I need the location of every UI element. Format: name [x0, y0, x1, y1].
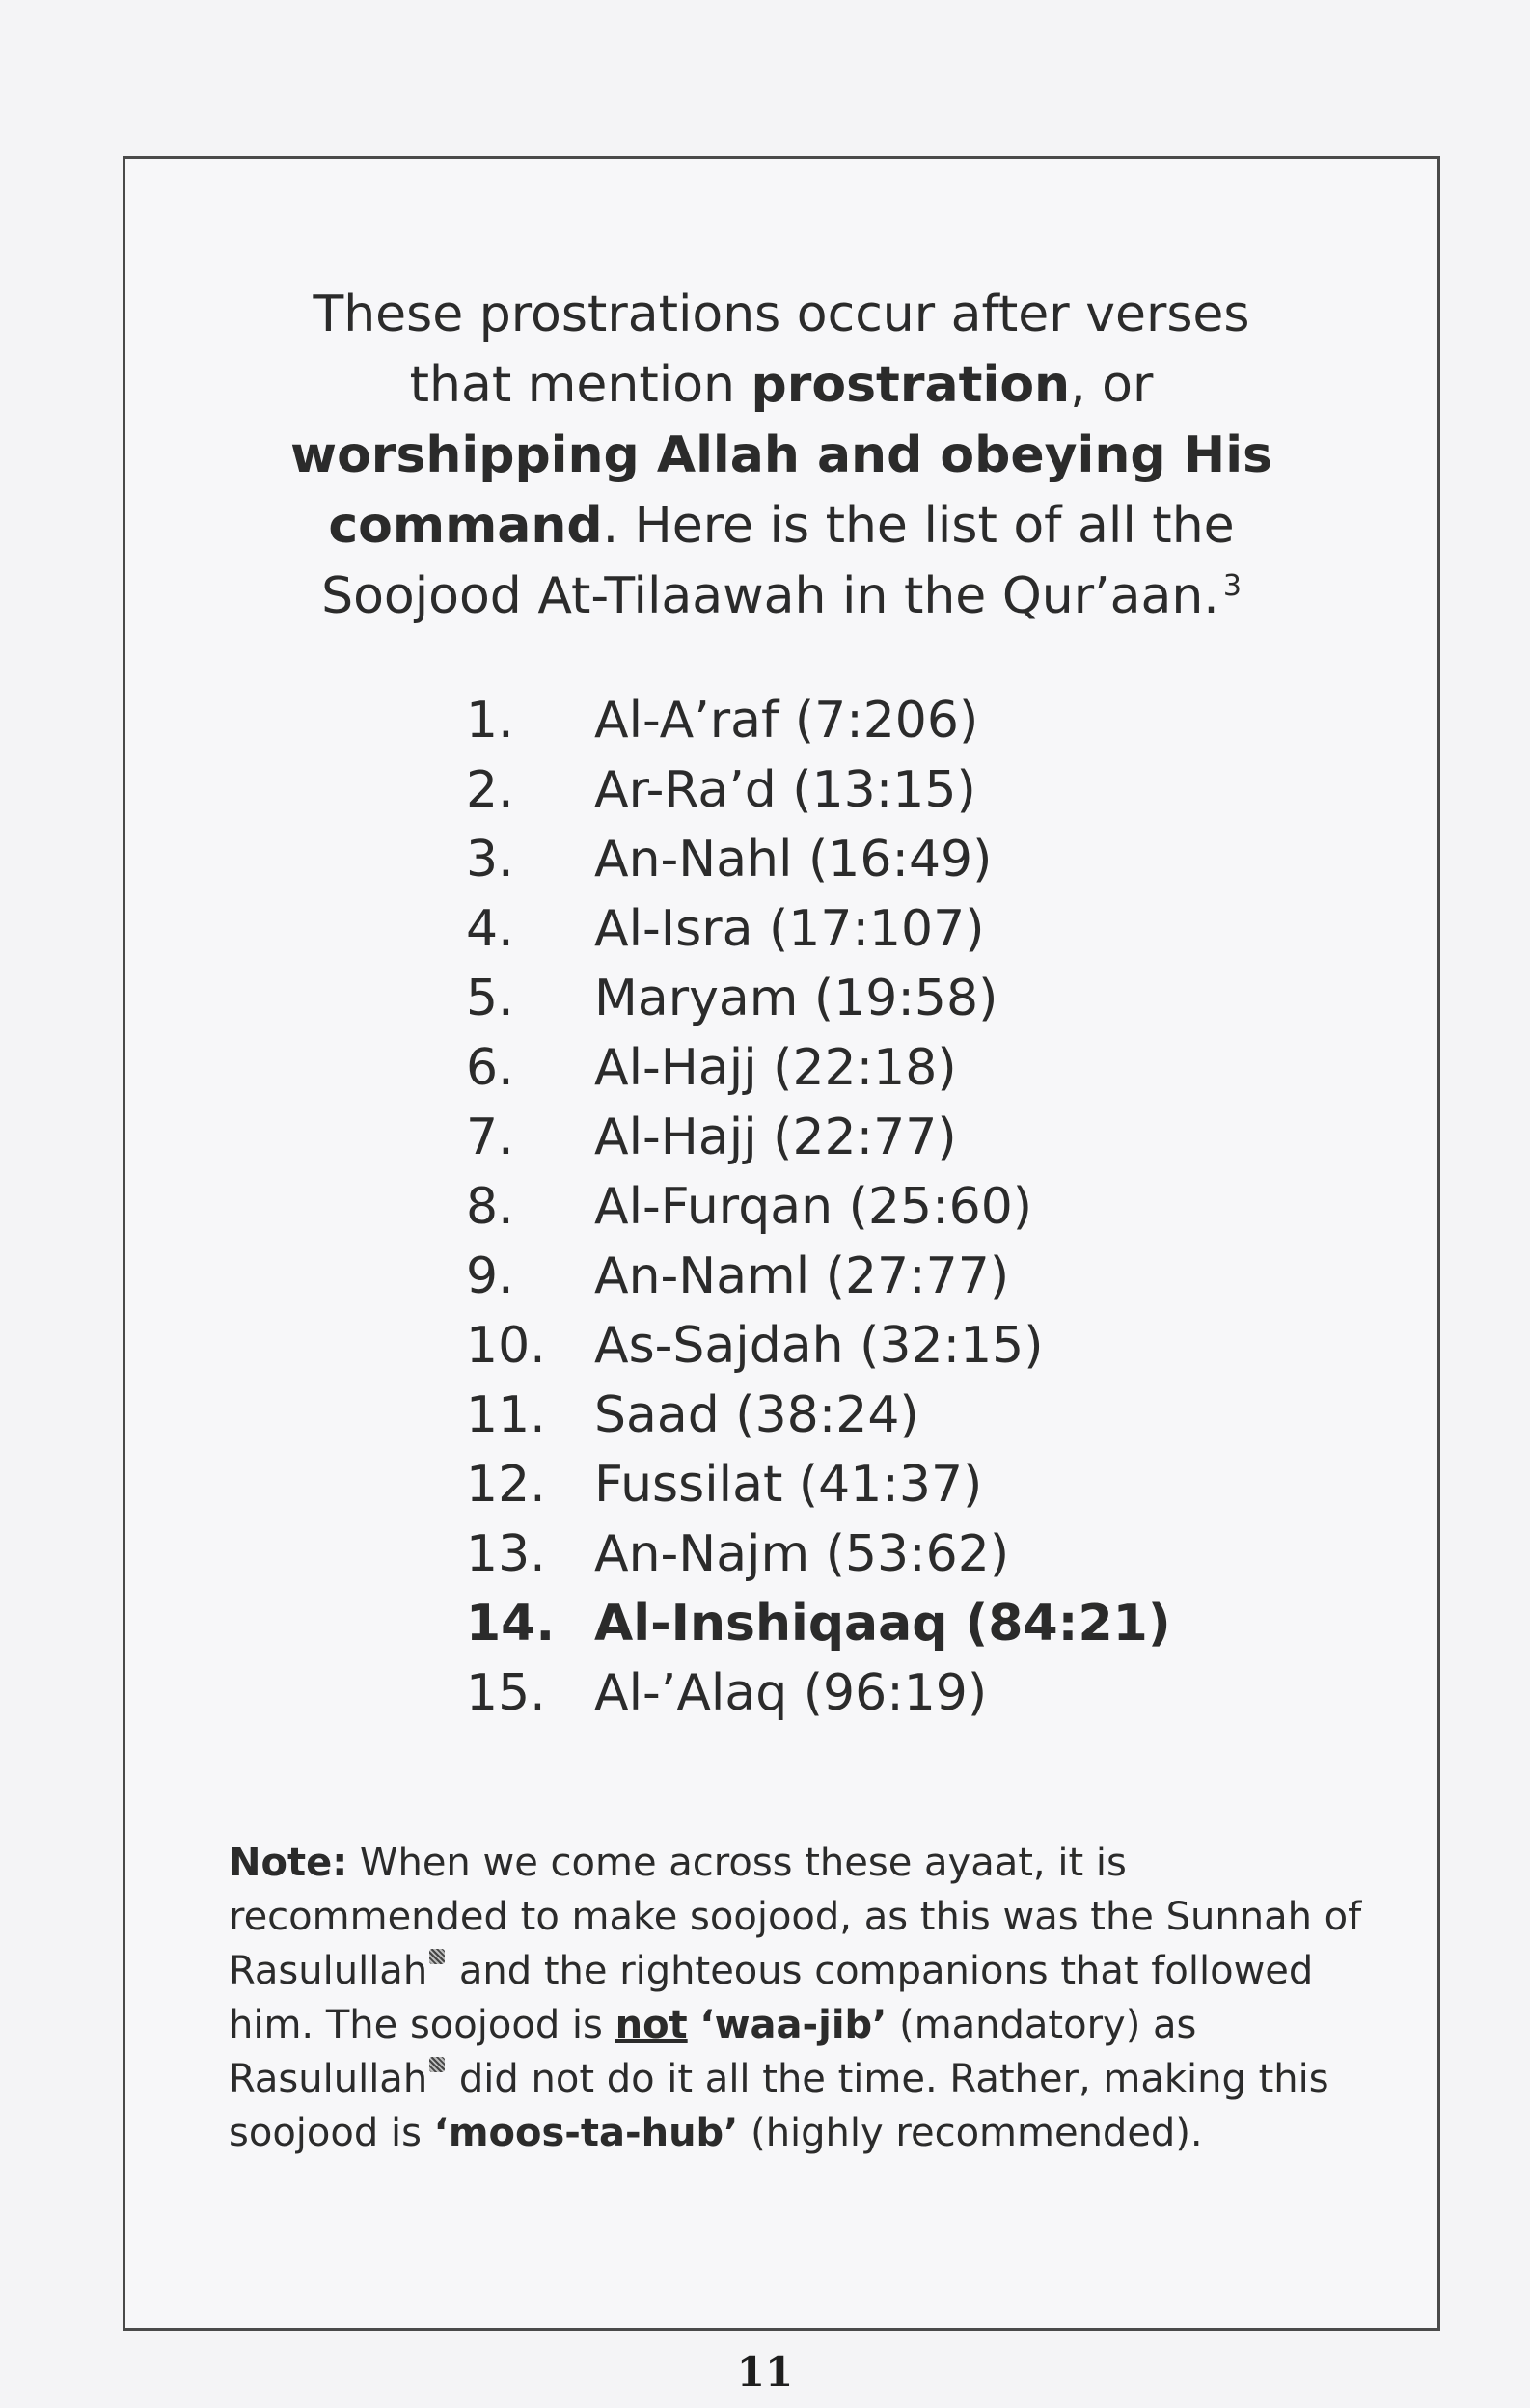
list-item-highlighted — [466, 1589, 1171, 1658]
list-item — [466, 755, 1171, 825]
content-box — [123, 156, 1440, 2331]
list-item-text: An-Naml (27:77) — [594, 1247, 1010, 1305]
list-item-number: 5. — [466, 970, 514, 1027]
intro-text-3: . Here is the list of all the Soojood At-Tilaawah in the Qur’aan. — [321, 497, 1235, 625]
note-emphasis-not: not — [615, 2003, 688, 2047]
list-item — [466, 1519, 1171, 1589]
intro-bold-worship: worshipping Allah and obeying His command — [290, 426, 1272, 555]
list-item-number: 10. — [466, 1317, 546, 1375]
list-item-text: Al-Isra (17:107) — [594, 900, 985, 958]
list-item-text: Saad (38:24) — [594, 1386, 919, 1444]
note-paragraph — [229, 1836, 1389, 2160]
list-item — [466, 825, 1171, 894]
list-item-number: 8. — [466, 1178, 514, 1236]
list-item-text: As-Sajdah (32:15) — [594, 1317, 1044, 1375]
note-space — [688, 2003, 700, 2047]
note-term-waajib: ‘waa-jib’ — [699, 2003, 888, 2047]
list-item-text: Al-Furqan (25:60) — [594, 1178, 1033, 1236]
list-item-text: Al-’Alaq (96:19) — [594, 1664, 988, 1722]
salawat-symbol-icon — [429, 2057, 445, 2072]
list-item-number: 7. — [466, 1108, 514, 1166]
footnote-marker: 3 — [1222, 569, 1242, 603]
list-item — [466, 1172, 1171, 1242]
list-item-number: 3. — [466, 831, 514, 889]
intro-text-1: These prostrations occur after verses that mention — [313, 286, 1250, 414]
list-item-text: Al-A’raf (7:206) — [594, 692, 979, 750]
intro-text-2: , or — [1070, 356, 1154, 414]
list-item — [466, 1242, 1171, 1311]
list-item-text: An-Nahl (16:49) — [594, 831, 993, 889]
list-item — [466, 686, 1171, 755]
intro-bold-prostration: prostration — [751, 356, 1071, 414]
list-item-number: 15. — [466, 1664, 546, 1722]
list-item — [466, 1658, 1171, 1728]
list-item-number: 14. — [466, 1595, 556, 1653]
list-item-number: 6. — [466, 1039, 514, 1097]
list-item-number: 13. — [466, 1525, 546, 1583]
list-item-number: 11. — [466, 1386, 546, 1444]
intro-paragraph — [125, 280, 1437, 632]
list-item — [466, 1103, 1171, 1172]
list-item-text: An-Najm (53:62) — [594, 1525, 1010, 1583]
list-item-number: 1. — [466, 692, 514, 750]
list-item-number: 4. — [466, 900, 514, 958]
note-text-2: and the righteous companions that followed him. The soojood is — [229, 1949, 1314, 2047]
list-item-text: Al-Hajj (22:77) — [594, 1108, 957, 1166]
list-item-number: 12. — [466, 1456, 546, 1514]
list-item-text: Fussilat (41:37) — [594, 1456, 983, 1514]
list-item-text: Ar-Ra’d (13:15) — [594, 761, 976, 819]
list-item — [466, 1311, 1171, 1381]
sajdah-verse-list — [466, 686, 1171, 1728]
list-item-text: Al-Inshiqaaq (84:21) — [594, 1595, 1171, 1653]
list-item — [466, 1033, 1171, 1103]
list-item-number: 9. — [466, 1247, 514, 1305]
list-item-text: Maryam (19:58) — [594, 970, 998, 1027]
note-label: Note: — [229, 1841, 348, 1885]
list-item — [466, 1450, 1171, 1519]
salawat-symbol-icon — [429, 1949, 445, 1964]
note-term-moostahub: ‘moos-ta-hub’ — [433, 2111, 739, 2155]
note-text-1: When we come across these ayaat, it is recommended to make soojood, as this was the Sunnah of Rasulullah — [229, 1841, 1362, 1993]
list-item — [466, 1381, 1171, 1450]
list-item — [466, 964, 1171, 1033]
note-text-3: (mandatory) as Rasulullah — [229, 2003, 1197, 2101]
note-text-4: did not do it all the time. Rather, making this soojood is — [229, 2057, 1329, 2155]
note-text-5: (highly recommended). — [738, 2111, 1203, 2155]
list-item-text: Al-Hajj (22:18) — [594, 1039, 957, 1097]
list-item — [466, 894, 1171, 964]
list-item-number: 2. — [466, 761, 514, 819]
page-number: 11 — [736, 2348, 794, 2395]
